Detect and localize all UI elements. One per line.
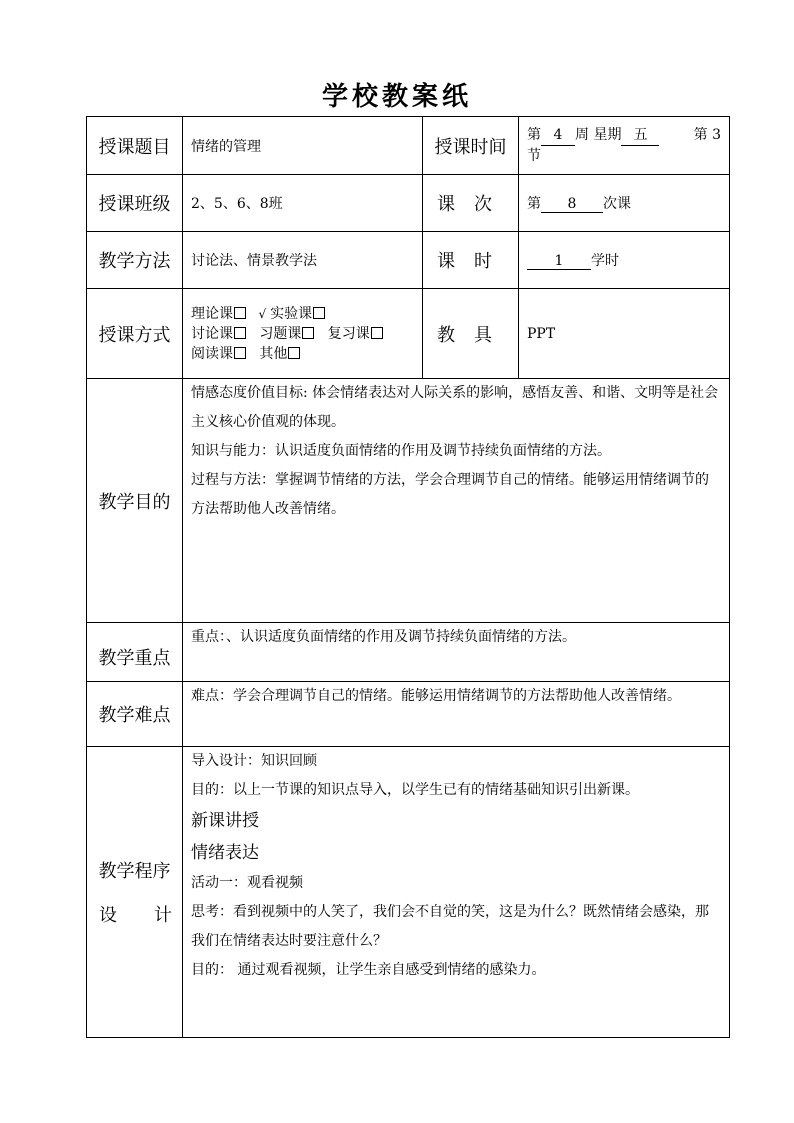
row-keypoints — [87, 623, 730, 682]
activity-question: 思考：看到视频中的人笑了，我们会不自觉的笑，这是为什么？既然情绪会感染，那我们在情绪表达时要注意什么？ — [191, 904, 709, 949]
session-number: 8 — [541, 196, 603, 213]
weekday: 五 — [621, 125, 659, 146]
objectives-content — [183, 379, 730, 623]
difficulties-label: 教学难点 — [87, 682, 183, 747]
procedure-label: 教学程序 设 计 — [87, 747, 183, 1038]
hours-label: 课 时 — [423, 232, 519, 289]
procedure-content — [183, 747, 730, 1038]
method-value: 讨论法、情景教学法 — [183, 232, 423, 289]
row-class — [87, 175, 730, 232]
row-objectives — [87, 379, 730, 623]
checkbox-other[interactable] — [288, 347, 300, 359]
option-other: 其他 — [259, 345, 288, 362]
objective-knowledge: 知识与能力：认识适度负面情绪的作用及调节持续负面情绪的方法。 — [191, 443, 611, 459]
option-theory: 理论课 — [191, 305, 233, 322]
time-prefix: 第 — [527, 127, 541, 143]
hours-number: 1 — [527, 253, 591, 270]
option-review: 复习课 — [327, 325, 370, 342]
difficulties-content: 难点：学会合理调节自己的情绪。能够运用情绪调节的方法帮助他人改善情绪。 — [183, 682, 730, 747]
row-mode — [87, 289, 730, 379]
time-label: 授课时间 — [423, 117, 519, 175]
row-procedure — [87, 747, 730, 1038]
class-value: 2、5、6、8班 — [183, 175, 423, 232]
option-discussion: 讨论课 — [191, 325, 233, 342]
option-experiment: 实验课 — [270, 305, 313, 322]
row-difficulties — [87, 682, 730, 747]
lesson-plan-table — [86, 116, 730, 1038]
topic-value: 情绪的管理 — [183, 117, 423, 175]
hours-value: 1 学时 — [519, 232, 730, 289]
intro-design: 导入设计：知识回顾 — [191, 753, 317, 769]
objective-process: 过程与方法：掌握调节情绪的方法，学会合理调节自己的情绪。能够运用情绪调节的方法帮助他人改善情绪。 — [191, 472, 709, 517]
keypoints-content: 重点：、认识适度负面情绪的作用及调节持续负面情绪的方法。 — [183, 623, 730, 682]
week-label: 周 星期 — [575, 127, 622, 143]
mode-label: 授课方式 — [87, 289, 183, 379]
period-suffix: 节 — [527, 148, 541, 164]
tools-value: PPT — [519, 289, 730, 379]
checkbox-exercise[interactable] — [302, 327, 314, 339]
option-reading: 阅读课 — [191, 345, 233, 362]
class-label: 授课班级 — [87, 175, 183, 232]
time-value — [519, 117, 730, 175]
objective-emotion: 情感态度价值目标: 体会情绪表达对人际关系的影响，感悟友善、和谐、文明等是社会主义核心价值观的体现。 — [191, 385, 719, 430]
section-heading: 情绪表达 — [191, 843, 259, 863]
activity-purpose: 目的： 通过观看视频，让学生亲自感受到情绪的感染力。 — [191, 962, 546, 978]
week-number: 4 — [541, 125, 575, 146]
checkbox-experiment[interactable] — [313, 307, 325, 319]
session-value: 第 8 次课 — [519, 175, 730, 232]
period-number: 3 — [712, 127, 721, 143]
document-title: 学校教案纸 — [321, 82, 472, 112]
option-exercise: 习题课 — [259, 325, 302, 342]
tools-label: 教 具 — [423, 289, 519, 379]
checkbox-review[interactable] — [371, 327, 383, 339]
keypoints-label: 教学重点 — [87, 623, 183, 682]
method-label: 教学方法 — [87, 232, 183, 289]
row-method — [87, 232, 730, 289]
intro-purpose: 目的：以上一节课的知识点导入，以学生已有的情绪基础知识引出新课。 — [191, 782, 639, 798]
checkbox-reading[interactable] — [234, 347, 246, 359]
row-topic — [87, 117, 730, 175]
mode-options — [183, 289, 423, 379]
new-lesson-heading: 新课讲授 — [191, 811, 259, 831]
topic-label: 授课题目 — [87, 117, 183, 175]
session-label: 课 次 — [423, 175, 519, 232]
activity-one: 活动一：观看视频 — [191, 875, 303, 891]
checkbox-theory[interactable] — [234, 307, 246, 319]
objectives-label: 教学目的 — [87, 379, 183, 623]
check-mark: √ — [258, 306, 267, 321]
checkbox-discussion[interactable] — [234, 327, 246, 339]
period-prefix: 第 — [693, 127, 708, 143]
